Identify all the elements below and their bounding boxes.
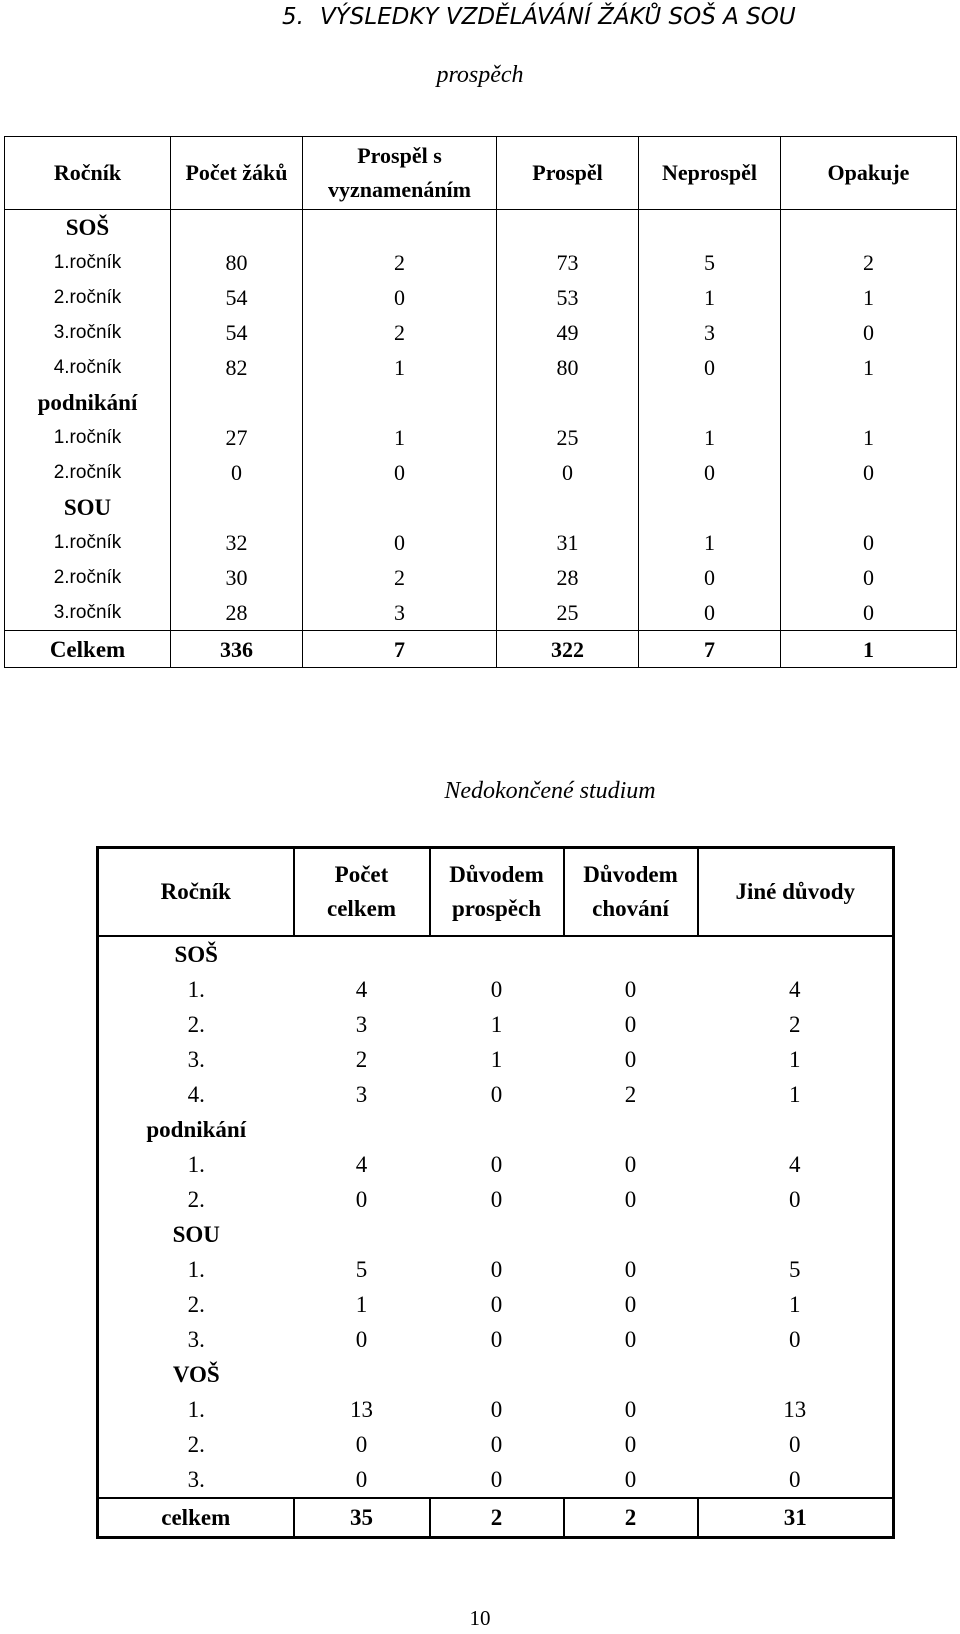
empty-cell — [497, 210, 639, 246]
row-label: 2.ročník — [5, 560, 171, 595]
row-label: 1. — [98, 1392, 294, 1427]
table-cell: 0 — [490, 1152, 503, 1177]
table-cell: 2 — [303, 560, 497, 595]
row-label: 1. — [98, 972, 294, 1007]
table-cell: 54 — [171, 280, 303, 315]
page-number: 10 — [469, 1606, 491, 1630]
total-cell: 2 — [430, 1498, 564, 1538]
table-cell: 30 — [171, 560, 303, 595]
table-cell: 0 — [624, 1187, 637, 1212]
total-cell: 7 — [639, 631, 781, 668]
table-cell: 0 — [639, 455, 781, 490]
table-cell: 0 — [624, 1012, 637, 1037]
total-cell: 336 — [171, 631, 303, 668]
table-cell: 25 — [497, 420, 639, 455]
table-row — [5, 350, 957, 385]
empty-cell — [698, 1112, 894, 1147]
table-cell: 1 — [789, 1082, 801, 1107]
table-cell: 3 — [639, 315, 781, 350]
table-cell: 1 — [781, 420, 957, 455]
table-cell: 25 — [497, 595, 639, 631]
table-row — [98, 1252, 894, 1287]
column-header: Důvodem chování — [564, 848, 698, 937]
total-row — [5, 631, 957, 668]
table-cell: 49 — [497, 315, 639, 350]
group-row — [5, 490, 957, 525]
table-cell: 31 — [497, 525, 639, 560]
row-label: 1.ročník — [5, 245, 171, 280]
group-label: SOU — [5, 490, 171, 525]
group-row — [98, 1217, 894, 1252]
table-row — [98, 1147, 894, 1182]
empty-cell — [564, 936, 698, 972]
table-cell: 0 — [789, 1327, 801, 1352]
table-cell: 0 — [624, 1397, 637, 1422]
table-cell: 0 — [171, 455, 303, 490]
empty-cell — [303, 385, 497, 420]
table-cell: 1 — [789, 1047, 801, 1072]
table-cell: 5 — [639, 245, 781, 280]
column-header: Opakuje — [781, 137, 957, 210]
empty-cell — [698, 1357, 894, 1392]
table-row — [98, 972, 894, 1007]
table-cell: 0 — [490, 1292, 503, 1317]
table-cell: 5 — [789, 1257, 801, 1282]
table-cell: 0 — [781, 560, 957, 595]
table-cell: 0 — [490, 1467, 503, 1492]
group-label: podnikání — [98, 1112, 294, 1147]
table-cell: 4 — [789, 1152, 801, 1177]
table-cell: 1 — [639, 420, 781, 455]
table-cell: 0 — [490, 977, 503, 1002]
table-cell: 0 — [781, 455, 957, 490]
table-cell: 3 — [303, 595, 497, 631]
empty-cell — [294, 936, 430, 972]
table-row — [5, 595, 957, 631]
empty-cell — [564, 1217, 698, 1252]
table-cell: 0 — [490, 1432, 503, 1457]
column-header: Jiné důvody — [698, 848, 894, 937]
table2-title: Nedokončené studium — [444, 778, 656, 804]
group-label: VOŠ — [98, 1357, 294, 1392]
table-cell: 0 — [789, 1187, 801, 1212]
empty-cell — [303, 490, 497, 525]
table-row — [98, 1042, 894, 1077]
table-cell: 0 — [490, 1327, 503, 1352]
table-cell: 80 — [497, 350, 639, 385]
row-label: 4.ročník — [5, 350, 171, 385]
column-header: Ročník — [5, 137, 171, 210]
empty-cell — [497, 385, 639, 420]
table-cell: 1 — [781, 350, 957, 385]
column-header: Ročník — [98, 848, 294, 937]
table-cell: 27 — [171, 420, 303, 455]
row-label: 1. — [98, 1252, 294, 1287]
empty-cell — [430, 1357, 564, 1392]
row-label: 1.ročník — [5, 420, 171, 455]
empty-cell — [564, 1112, 698, 1147]
row-label: 1. — [98, 1147, 294, 1182]
table-row — [98, 1462, 894, 1498]
column-header: Důvodem prospěch — [430, 848, 564, 937]
table-cell: 28 — [171, 595, 303, 631]
section-number: 5. — [282, 4, 304, 30]
table-cell: 28 — [497, 560, 639, 595]
table-cell: 2 — [789, 1012, 801, 1037]
empty-cell — [430, 1112, 564, 1147]
table-cell: 80 — [171, 245, 303, 280]
empty-cell — [171, 490, 303, 525]
table-cell: 1 — [303, 420, 497, 455]
table-cell: 0 — [624, 1292, 637, 1317]
table-row — [5, 455, 957, 490]
table-cell: 2 — [781, 245, 957, 280]
total-cell: 35 — [294, 1498, 430, 1538]
table-row — [5, 560, 957, 595]
row-label: 2. — [98, 1007, 294, 1042]
table-row — [5, 280, 957, 315]
table-row — [98, 1287, 894, 1322]
section-heading — [282, 0, 922, 36]
table-cell: 0 — [355, 1432, 368, 1457]
total-row — [98, 1498, 894, 1538]
empty-cell — [698, 936, 894, 972]
table-cell: 0 — [781, 525, 957, 560]
group-row — [98, 1357, 894, 1392]
group-label: SOU — [98, 1217, 294, 1252]
table-row — [98, 1322, 894, 1357]
table-cell: 0 — [639, 560, 781, 595]
empty-cell — [294, 1357, 430, 1392]
table-row — [98, 1007, 894, 1042]
empty-cell — [294, 1112, 430, 1147]
empty-cell — [294, 1217, 430, 1252]
row-label: 3. — [98, 1042, 294, 1077]
table-cell: 53 — [497, 280, 639, 315]
table-cell: 2 — [303, 245, 497, 280]
table-cell: 0 — [624, 1152, 637, 1177]
row-label: 2.ročník — [5, 455, 171, 490]
table-row — [98, 1182, 894, 1217]
table-cell: 0 — [303, 455, 497, 490]
empty-cell — [564, 1357, 698, 1392]
row-label: 3. — [98, 1322, 294, 1357]
empty-cell — [639, 210, 781, 246]
table-row — [98, 1427, 894, 1462]
table-cell: 0 — [303, 280, 497, 315]
total-label: Celkem — [5, 631, 171, 668]
table-cell: 0 — [490, 1082, 503, 1107]
table-cell: 0 — [624, 1047, 637, 1072]
total-cell: 322 — [497, 631, 639, 668]
column-header: Počet žáků — [171, 137, 303, 210]
row-label: 3.ročník — [5, 595, 171, 631]
row-label: 2. — [98, 1287, 294, 1322]
table-cell: 0 — [789, 1467, 801, 1492]
table-cell: 73 — [497, 245, 639, 280]
row-label: 3.ročník — [5, 315, 171, 350]
total-cell: 1 — [781, 631, 957, 668]
group-label: SOŠ — [98, 936, 294, 972]
table-cell: 0 — [624, 977, 637, 1002]
table-cell: 0 — [355, 1327, 368, 1352]
empty-cell — [430, 936, 564, 972]
table-cell: 2 — [355, 1047, 368, 1072]
table-cell: 13 — [783, 1397, 807, 1422]
empty-cell — [171, 385, 303, 420]
table-cell: 0 — [781, 315, 957, 350]
table-cell: 1 — [639, 280, 781, 315]
table-row — [98, 1392, 894, 1427]
table-cell: 4 — [789, 977, 801, 1002]
empty-cell — [430, 1217, 564, 1252]
results-table — [4, 136, 957, 668]
column-header: Neprospěl — [639, 137, 781, 210]
empty-cell — [781, 210, 957, 246]
table-cell: 1 — [781, 280, 957, 315]
table-cell: 1 — [490, 1047, 503, 1072]
table-cell: 0 — [490, 1257, 503, 1282]
group-row — [98, 1112, 894, 1147]
table-cell: 32 — [171, 525, 303, 560]
table-cell: 82 — [171, 350, 303, 385]
empty-cell — [781, 385, 957, 420]
empty-cell — [698, 1217, 894, 1252]
group-label: podnikání — [5, 385, 171, 420]
table-cell: 0 — [490, 1397, 503, 1422]
table-cell: 0 — [490, 1187, 503, 1212]
table-cell: 0 — [497, 455, 639, 490]
section-title: VÝSLEDKY VZDĚLÁVÁNÍ ŽÁKŮ SOŠ A SOU — [319, 4, 796, 30]
table1-title: prospěch — [436, 62, 524, 88]
table-row — [98, 1077, 894, 1112]
table-cell: 2 — [624, 1082, 637, 1107]
group-row — [5, 210, 957, 246]
table-cell: 13 — [350, 1397, 373, 1422]
table-cell: 0 — [624, 1257, 637, 1282]
row-label: 3. — [98, 1462, 294, 1498]
table-cell: 0 — [639, 350, 781, 385]
empty-cell — [639, 385, 781, 420]
total-cell: 2 — [564, 1498, 698, 1538]
row-label: 4. — [98, 1077, 294, 1112]
table-row — [5, 245, 957, 280]
group-label: SOŠ — [5, 210, 171, 246]
column-header: Prospěl s vyznamenáním — [303, 137, 497, 210]
table-cell: 0 — [355, 1187, 368, 1212]
table-row — [5, 420, 957, 455]
row-label: 2.ročník — [5, 280, 171, 315]
empty-cell — [781, 490, 957, 525]
column-header: Počet celkem — [294, 848, 430, 937]
group-row — [5, 385, 957, 420]
table-row — [5, 315, 957, 350]
table-cell: 0 — [789, 1432, 801, 1457]
row-label: 2. — [98, 1182, 294, 1217]
row-label: 1.ročník — [5, 525, 171, 560]
total-cell: 7 — [303, 631, 497, 668]
table-cell: 3 — [355, 1012, 368, 1037]
empty-cell — [171, 210, 303, 246]
table-cell: 1 — [639, 525, 781, 560]
table-cell: 5 — [355, 1257, 368, 1282]
table-cell: 4 — [355, 1152, 368, 1177]
table-cell: 1 — [789, 1292, 801, 1317]
table-cell: 0 — [624, 1432, 637, 1457]
table-cell: 0 — [781, 595, 957, 631]
column-header: Prospěl — [497, 137, 639, 210]
empty-cell — [639, 490, 781, 525]
table-cell: 0 — [624, 1327, 637, 1352]
table-cell: 0 — [624, 1467, 637, 1492]
table-cell: 4 — [355, 977, 368, 1002]
empty-cell — [497, 490, 639, 525]
table-cell: 54 — [171, 315, 303, 350]
total-cell: 31 — [698, 1498, 894, 1538]
table-cell: 0 — [303, 525, 497, 560]
table-cell: 3 — [355, 1082, 368, 1107]
table-cell: 2 — [303, 315, 497, 350]
total-label: celkem — [98, 1498, 294, 1538]
table-cell: 1 — [490, 1012, 503, 1037]
group-row — [98, 936, 894, 972]
unfinished-study-table — [96, 846, 895, 1539]
empty-cell — [303, 210, 497, 246]
table-cell: 0 — [639, 595, 781, 631]
table-row — [5, 525, 957, 560]
table-cell: 1 — [303, 350, 497, 385]
table-cell: 0 — [355, 1467, 368, 1492]
row-label: 2. — [98, 1427, 294, 1462]
table-cell: 1 — [355, 1292, 368, 1317]
